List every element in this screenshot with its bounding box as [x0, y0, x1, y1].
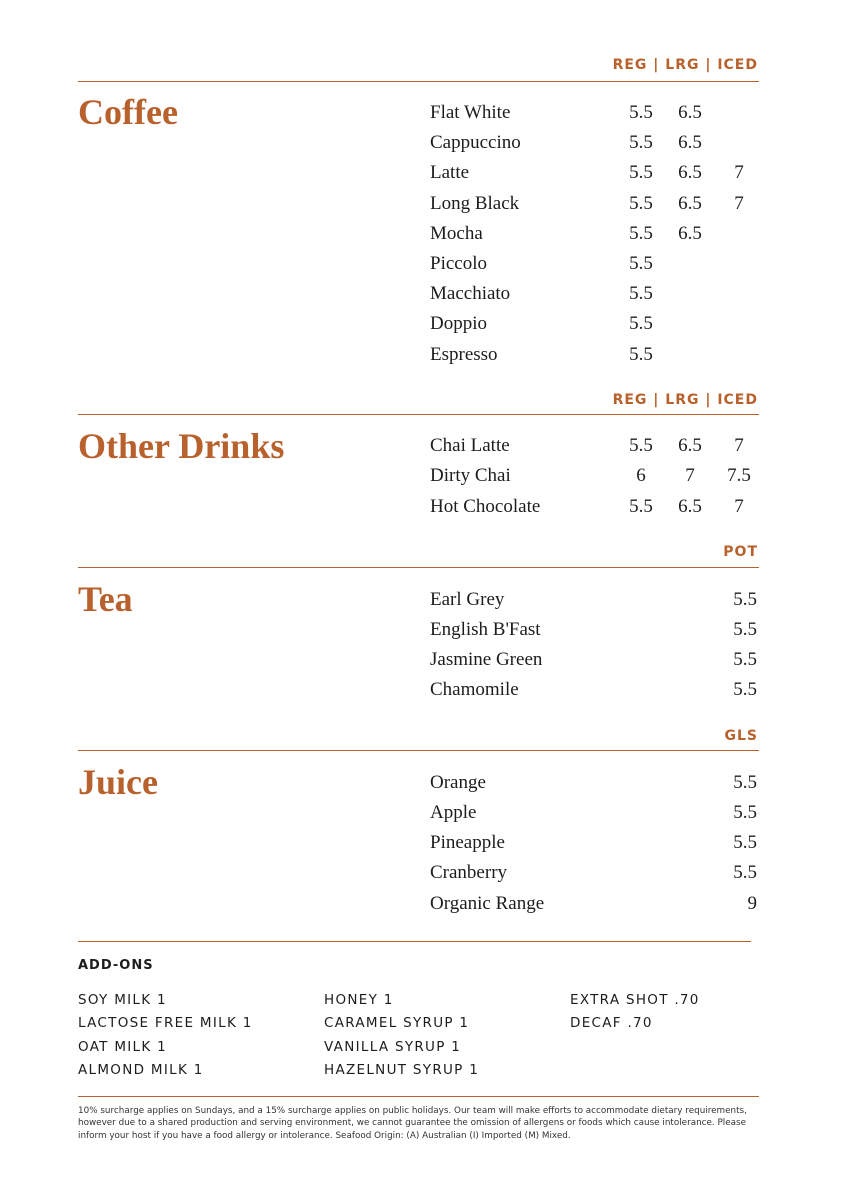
menu-item	[430, 435, 759, 465]
price-lrg: 7	[685, 465, 695, 486]
item-name: Chamomile	[430, 679, 519, 700]
item-name: Macchiato	[430, 283, 511, 304]
menu-item	[430, 679, 759, 709]
price-reg: 5.5	[629, 283, 653, 304]
item-name: Doppio	[430, 313, 487, 334]
coffee-section-title: Coffee	[78, 92, 178, 132]
addon-item: EXTRA SHOT .70	[570, 992, 700, 1008]
price-reg: 5.5	[629, 162, 653, 183]
addon-item: HAZELNUT SYRUP 1	[324, 1061, 480, 1078]
price-lrg: 6.5	[678, 223, 702, 244]
addons-column-extras	[570, 992, 700, 1039]
other-drinks-section-title: Other Drinks	[78, 426, 285, 466]
price-gls: 5.5	[733, 862, 757, 883]
other-drinks-divider	[78, 414, 759, 415]
item-name: Latte	[430, 162, 470, 183]
coffee-divider	[78, 81, 759, 82]
price-iced: 7	[734, 162, 744, 183]
price-lrg: 6.5	[678, 162, 702, 183]
coffee-size-header: REG | LRG | ICED	[612, 57, 758, 73]
item-name: Flat White	[430, 102, 511, 123]
price-iced: 7	[734, 193, 744, 214]
price-reg: 5.5	[629, 496, 653, 517]
footer-divider	[78, 1096, 759, 1097]
addons-divider	[78, 941, 751, 942]
price-reg: 6	[636, 465, 646, 486]
price-iced: 7	[734, 496, 744, 517]
addon-item: OAT MILK 1	[78, 1038, 167, 1055]
menu-item	[430, 283, 759, 313]
menu-item	[430, 253, 759, 283]
price-lrg: 6.5	[678, 496, 702, 517]
price-reg: 5.5	[629, 344, 653, 365]
addon-item: CARAMEL SYRUP 1	[324, 1015, 470, 1032]
price-lrg: 6.5	[678, 132, 702, 153]
item-name: Cappuccino	[430, 132, 521, 153]
price-reg: 5.5	[629, 132, 653, 153]
menu-item	[430, 132, 759, 162]
item-name: Long Black	[430, 193, 520, 214]
addon-item: SOY MILK 1	[78, 992, 167, 1008]
menu-item	[430, 193, 759, 223]
footer-disclaimer: 10% surcharge applies on Sundays, and a 15% surcharge applies on public holidays. Our team will make efforts to accommodate dietary requirements, however due to a shared production and serving environment, we cannot guarantee the omission of allergens or foods which cause intolerance. Please inform your host if you have a food allergy or intolerance. Seafood Origin: (A) Australian (I) Imported (M) Mixed.	[78, 1106, 747, 1141]
menu-item	[430, 862, 759, 892]
juice-divider	[78, 750, 759, 751]
item-name: Hot Chocolate	[430, 496, 541, 517]
item-name: Apple	[430, 802, 477, 823]
menu-item	[430, 832, 759, 862]
price-reg: 5.5	[629, 253, 653, 274]
addons-column-syrup	[324, 992, 479, 1085]
price-gls: 9	[747, 893, 757, 914]
menu-item	[430, 102, 759, 132]
other-drinks-size-header: REG | LRG | ICED	[612, 392, 758, 408]
price-lrg: 6.5	[678, 102, 702, 123]
menu-item	[430, 465, 759, 495]
addon-item: HONEY 1	[324, 992, 394, 1008]
menu-item	[430, 223, 759, 253]
item-name: Chai Latte	[430, 435, 510, 456]
price-pot: 5.5	[733, 589, 757, 610]
juice-section-title: Juice	[78, 762, 158, 802]
menu-item	[430, 496, 759, 526]
menu-item	[430, 344, 759, 374]
addon-item: LACTOSE FREE MILK 1	[78, 1015, 253, 1032]
item-name: Earl Grey	[430, 589, 505, 610]
item-name: Piccolo	[430, 253, 487, 274]
addon-item: DECAF .70	[570, 1015, 653, 1032]
item-name: English B'Fast	[430, 619, 541, 640]
price-lrg: 6.5	[678, 435, 702, 456]
menu-item	[430, 313, 759, 343]
item-name: Pineapple	[430, 832, 505, 853]
menu-item	[430, 162, 759, 192]
addons-title: ADD-ONS	[78, 958, 154, 973]
item-name: Mocha	[430, 223, 483, 244]
price-lrg: 6.5	[678, 193, 702, 214]
price-gls: 5.5	[733, 802, 757, 823]
menu-item	[430, 893, 759, 923]
price-reg: 5.5	[629, 193, 653, 214]
item-name: Jasmine Green	[430, 649, 543, 670]
menu-item	[430, 589, 759, 619]
addons-column-milk	[78, 992, 253, 1085]
tea-divider	[78, 567, 759, 568]
item-name: Cranberry	[430, 862, 508, 883]
addon-item: ALMOND MILK 1	[78, 1061, 204, 1078]
juice-size-header: GLS	[724, 728, 758, 744]
menu-item	[430, 619, 759, 649]
tea-section-title: Tea	[78, 579, 133, 619]
menu-item	[430, 772, 759, 802]
tea-size-header: POT	[723, 544, 758, 560]
addon-item: VANILLA SYRUP 1	[324, 1038, 462, 1055]
price-reg: 5.5	[629, 223, 653, 244]
item-name: Dirty Chai	[430, 465, 511, 486]
price-gls: 5.5	[733, 832, 757, 853]
price-pot: 5.5	[733, 679, 757, 700]
menu-item	[430, 802, 759, 832]
price-reg: 5.5	[629, 435, 653, 456]
item-name: Orange	[430, 772, 486, 793]
price-iced: 7.5	[727, 465, 751, 486]
price-reg: 5.5	[629, 102, 653, 123]
price-gls: 5.5	[733, 772, 757, 793]
menu-item	[430, 649, 759, 679]
price-pot: 5.5	[733, 649, 757, 670]
item-name: Organic Range	[430, 893, 545, 914]
item-name: Espresso	[430, 344, 498, 365]
price-reg: 5.5	[629, 313, 653, 334]
price-iced: 7	[734, 435, 744, 456]
price-pot: 5.5	[733, 619, 757, 640]
